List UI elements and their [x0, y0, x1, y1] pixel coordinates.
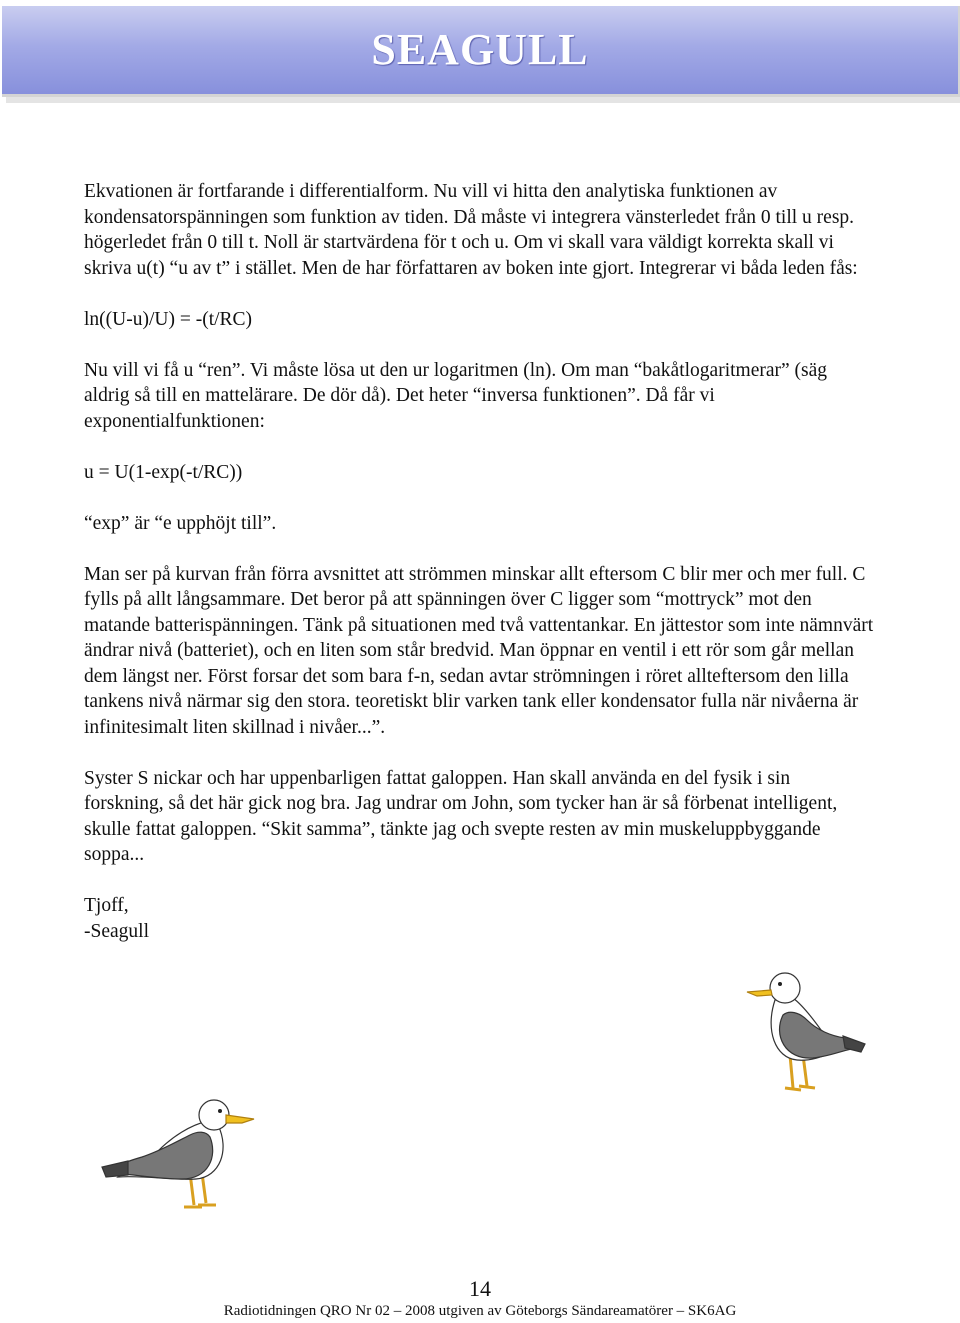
- paragraph-5: Syster S nickar och har uppenbarligen fattat galoppen. Han skall använda en del fysik i sin forskning, så det här gick nog bra. Jag undrar om John, som tycker han är så förbenat intelligent, skulle fattat galoppen. “Skit samma”, tänkte jag och svepte resten av min muskeluppbyggande soppa...: [84, 767, 838, 865]
- title-banner: [2, 6, 960, 97]
- paragraph-3: “exp” är “e upphöjt till”.: [84, 512, 277, 534]
- seagull-illustration-right: [735, 960, 875, 1100]
- signature: -Seagull: [84, 920, 149, 942]
- equation-logarithm: ln((U-u)/U) = -(t/RC): [84, 308, 253, 330]
- article-body: [84, 179, 874, 944]
- paragraph-2: Nu vill vi få u “ren”. Vi måste lösa ut den ur logaritmen (ln). Om man “bakåtlogaritmerar” (säg aldrig så till en mattelärare. De dör då). Det heter “inversa funktionen”. Då får vi exponentialfunktionen:: [84, 359, 828, 432]
- page-title: SEAGULL: [371, 25, 589, 74]
- footer-publication-info: Radiotidningen QRO Nr 02 – 2008 utgiven av Göteborgs Sändareamatörer – SK6AG: [223, 1303, 737, 1319]
- page-number: 14: [469, 1276, 491, 1301]
- paragraph-4: Man ser på kurvan från förra avsnittet att strömmen minskar allt eftersom C blir mer och mer full. C fylls på allt långsammare. Det beror på att spänningen över C ligger som “mottryck” mot den matande batterispänningen. Tänk på situationen med två vattentankar. En jättestor som inte nämnvärt ändrar nivå (batteriet), och en liten som står bredvid. Man öppnar en ventil i ett rör som går mellan dem längst ner. Först forsar det som bara f-n, sedan avtar strömningen i röret allteftersom den lilla tankens nivå närmar sig den stora. teoretiskt blir varken tank eller kondensator fulla när nivåerna är infinitesimalt liten skillnad i nivåer...”.: [84, 563, 874, 738]
- paragraph-1: Ekvationen är fortfarande i differentialform. Nu vill vi hitta den analytiska funktionen av kondensatorspänningen som funktion av tiden. Då måste vi integrera vänsterledet från 0 till u resp. högerledet från 0 till t. Noll är startvärdena för t och u. Om vi skall vara väldigt korrekta skall vi skriva u(t) “u av t” i stället. Men de har författaren av boken inte gjort. Integrerar vi båda leden fås:: [84, 181, 858, 279]
- equation-exponential: u = U(1-exp(-t/RC)): [84, 461, 243, 483]
- closing-greeting: Tjoff,: [84, 895, 129, 916]
- seagull-illustration-left: [98, 1095, 258, 1220]
